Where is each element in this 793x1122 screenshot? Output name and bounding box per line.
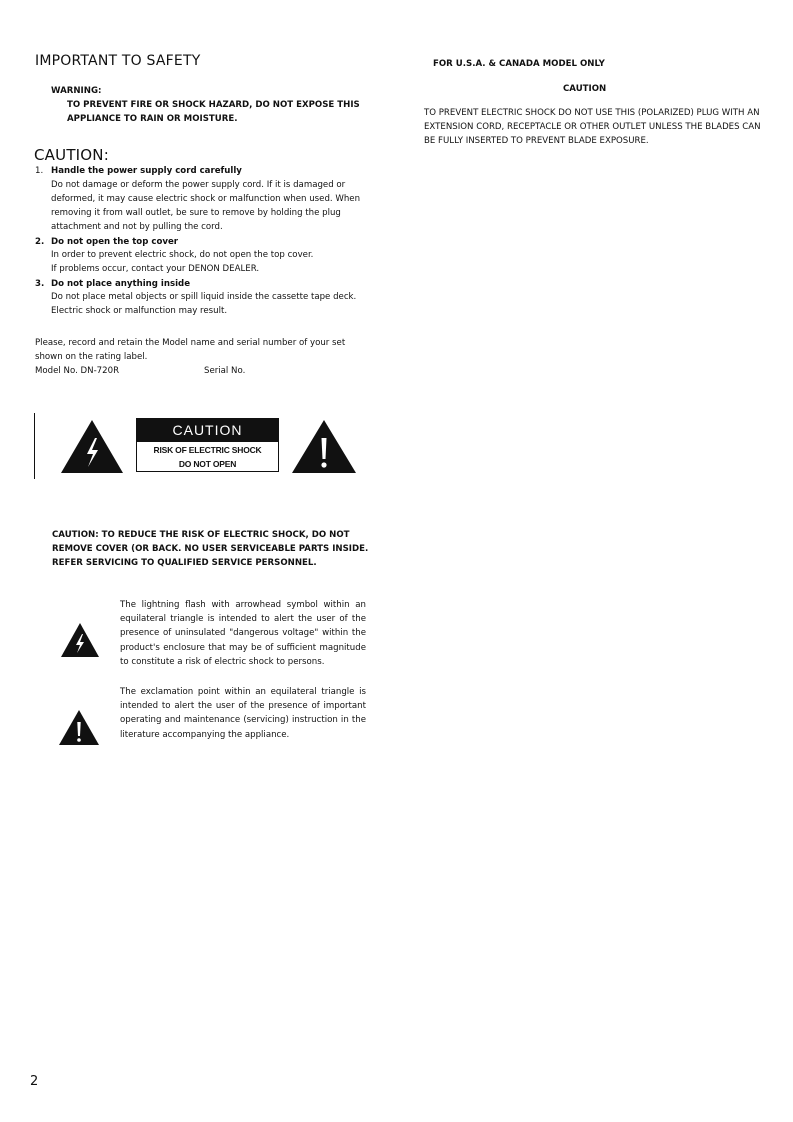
- usa-caution-line-2: EXTENSION CORD, RECEPTACLE OR OTHER OUTLET UNLESS THE BLADES CAN: [424, 122, 761, 132]
- caution-item-title: Do not place anything inside: [51, 279, 191, 289]
- caution-item-line: In order to prevent electric shock, do not open the top cover.: [51, 250, 314, 260]
- caution-label-line-1: RISK OF ELECTRIC SHOCK: [153, 445, 262, 455]
- warning-label: WARNING:: [51, 86, 102, 96]
- caution-item-2: [35, 235, 178, 249]
- caution-item-3: [35, 277, 190, 291]
- caution-item-number: 1.: [35, 166, 44, 176]
- caution-item-number: 3.: [35, 279, 45, 289]
- usa-caution-line-1: TO PREVENT ELECTRIC SHOCK DO NOT USE THIS (POLARIZED) PLUG WITH AN: [424, 108, 760, 118]
- page-number: 2: [30, 1074, 39, 1089]
- caution-label-line-2: DO NOT OPEN: [178, 459, 237, 469]
- exclamation-symbol-explanation: The exclamation point within an equilateral triangle is intended to alert the user of the presence of important operating and maintenance (servicing) instruction in the literature accompanying the appliance.: [120, 687, 366, 740]
- record-line-1: Please, record and retain the Model name and serial number of your set: [35, 338, 346, 348]
- caution-item-title: Do not open the top cover: [51, 237, 179, 247]
- caution-item-line: Do not place metal objects or spill liquid inside the cassette tape deck.: [51, 292, 357, 302]
- usa-caution-heading: CAUTION: [563, 84, 607, 94]
- warning-line-2: APPLIANCE TO RAIN OR MOISTURE.: [67, 114, 238, 124]
- record-line-2: shown on the rating label.: [35, 352, 148, 362]
- serial-number-label: Serial No.: [204, 366, 246, 376]
- caution-item-line: deformed, it may cause electric shock or malfunction when used. When: [51, 194, 361, 204]
- reduce-risk-line-3: REFER SERVICING TO QUALIFIED SERVICE PERSONNEL.: [52, 558, 317, 568]
- caution-item-line: If problems occur, contact your DENON DEALER.: [51, 264, 260, 274]
- reduce-risk-line-2: REMOVE COVER (OR BACK. NO USER SERVICEABLE PARTS INSIDE.: [52, 544, 369, 554]
- page-title: IMPORTANT TO SAFETY: [35, 53, 201, 69]
- model-number: Model No. DN-720R: [35, 366, 120, 376]
- warning-line-1: TO PREVENT FIRE OR SHOCK HAZARD, DO NOT EXPOSE THIS: [67, 100, 360, 110]
- lightning-symbol-explanation: The lightning flash with arrowhead symbol within an equilateral triangle is intended to alert the user of the presence of uninsulated "dangerous voltage" within the product's enclosure that may be of sufficient magnitude to constitute a risk of electric shock to persons.: [120, 600, 366, 667]
- caution-heading: CAUTION:: [34, 146, 109, 164]
- caution-item-line: Electric shock or malfunction may result.: [51, 306, 228, 316]
- reduce-risk-line-1: CAUTION: TO REDUCE THE RISK OF ELECTRIC SHOCK, DO NOT: [52, 530, 350, 540]
- caution-label-box: [136, 418, 279, 472]
- usa-canada-heading: FOR U.S.A. & CANADA MODEL ONLY: [433, 59, 605, 69]
- margin-rule: [34, 413, 35, 479]
- caution-label-title: CAUTION: [137, 419, 278, 442]
- lightning-triangle-icon: [60, 622, 100, 658]
- caution-item-line: attachment and not by pulling the cord.: [51, 222, 223, 232]
- usa-caution-line-3: BE FULLY INSERTED TO PREVENT BLADE EXPOSURE.: [424, 136, 649, 146]
- caution-item-line: Do not damage or deform the power supply cord. If it is damaged or: [51, 180, 346, 190]
- caution-item-title: Handle the power supply cord carefully: [51, 166, 242, 176]
- lightning-triangle-icon: [60, 418, 124, 474]
- caution-item-1: [35, 164, 242, 178]
- caution-item-number: 2.: [35, 237, 45, 247]
- caution-item-line: removing it from wall outlet, be sure to remove by holding the plug: [51, 208, 341, 218]
- exclamation-triangle-icon: [291, 418, 357, 474]
- exclamation-triangle-icon: [58, 709, 100, 746]
